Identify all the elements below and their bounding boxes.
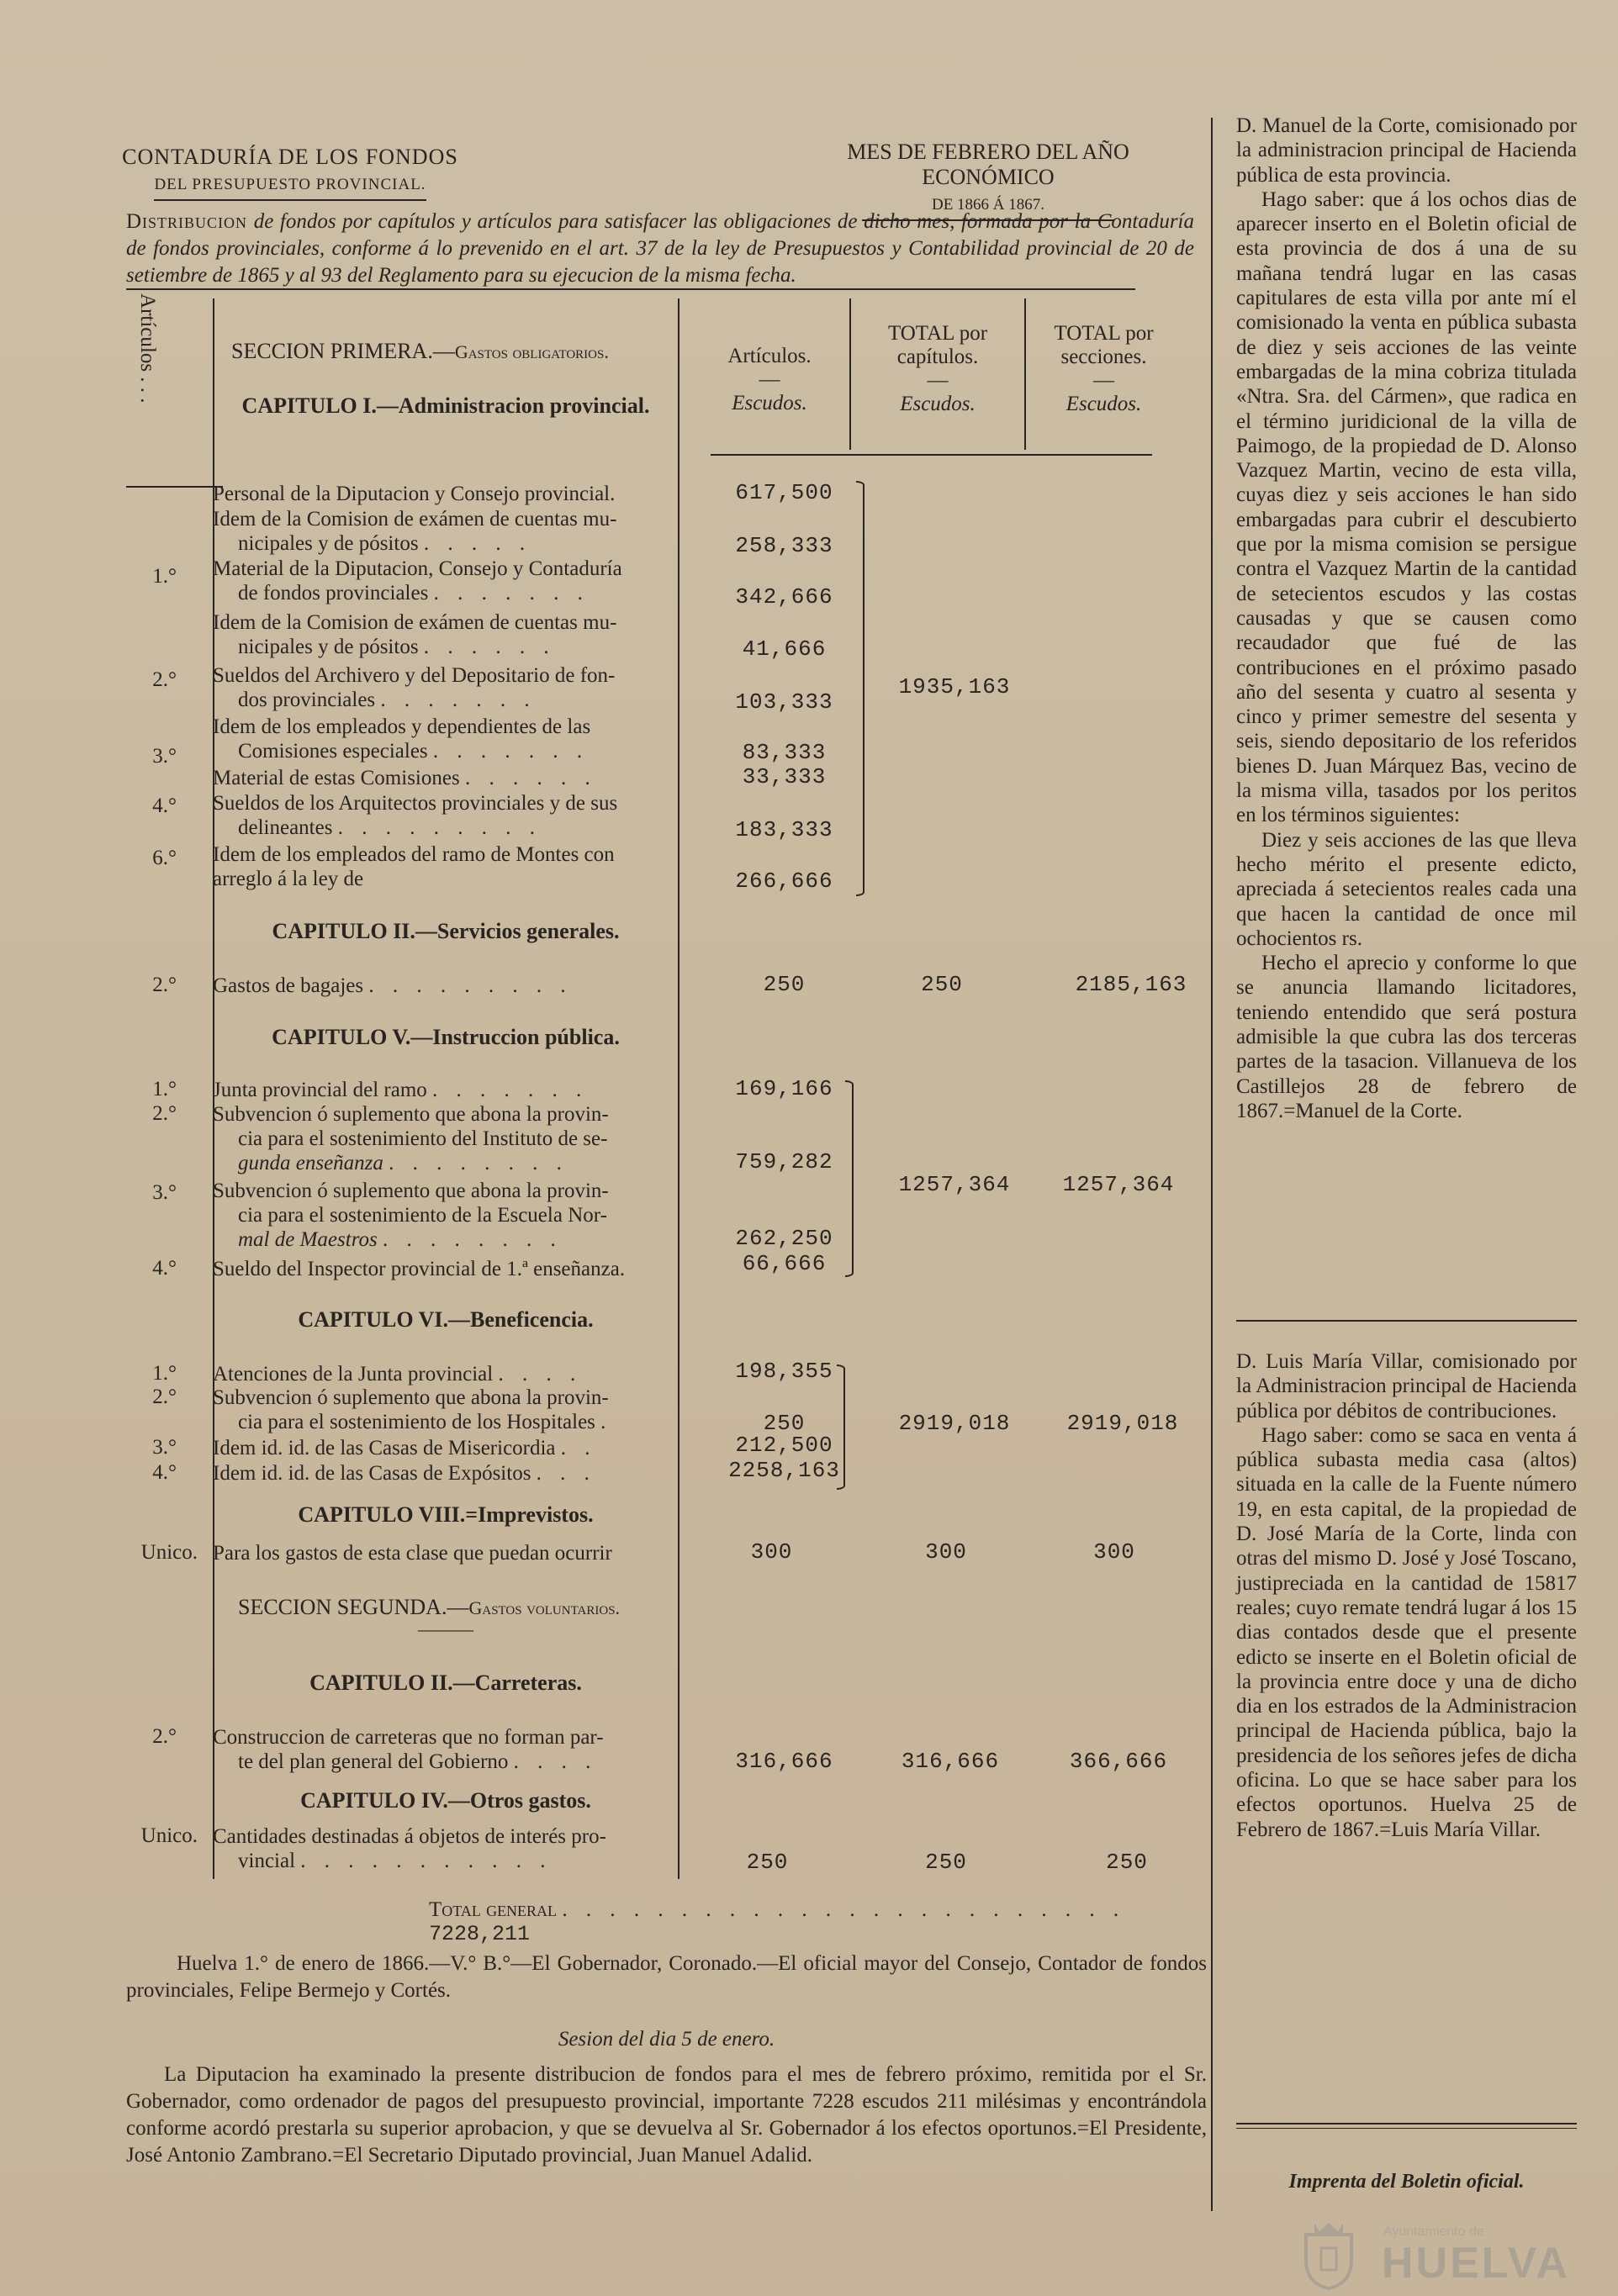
value-bagajes: 250 [763, 972, 806, 997]
total-capitulo-otros: 250 [925, 1850, 967, 1875]
value-comision-1: 258,333 [735, 533, 833, 558]
watermark-line1: Ayuntamiento de [1383, 2225, 1484, 2239]
edict-divider-2 [1236, 2123, 1577, 2124]
brace-cap6 [837, 1364, 845, 1490]
session-paragraph: La Diputacion ha examinado la presente distribucion de fondos para el mes de febrero próximo, remitida por el Sr. Gobernador, como ordenador de pagos del presupuesto provincial, importante 7228 escudos 211 milésimas y encontrándola conforme acordó prestarla su superior aprobacion, y que se devuelva al Sr. Gobernador á los efectos oportunos.=El Presidente, José Antonio Zambrano.=El Secretario Diputado provincial, Juan Manuel Adalid. [126, 2063, 1207, 2167]
value-atenciones: 198,355 [735, 1359, 833, 1384]
art-otros: Unico. [140, 1824, 198, 1847]
header-right-title: MES DE FEBRERO DEL AÑO ECONÓMICO [847, 140, 1129, 189]
art-carreteras: 2.° [152, 1725, 177, 1748]
imprenta-line: Imprenta del Boletin oficial. [1288, 2171, 1525, 2193]
articulos-vertical-heading: Artículos . . . [136, 293, 159, 404]
session-title: Sesion del dia 5 de enero. [558, 2028, 775, 2051]
col-divider-3 [849, 298, 851, 450]
capitulo-4-heading: CAPITULO IV.—Otros gastos. [300, 1788, 591, 1813]
col-head-secciones: TOTAL por secciones. — Escudos. [1054, 322, 1154, 415]
ayuntamiento-watermark [1299, 2219, 1585, 2287]
capitulo-8-heading: CAPITULO VIII.=Imprevistos. [298, 1502, 594, 1527]
intro-text: de fondos por capítulos y artículos para satisfacer las obligaciones de dicho mes, formada por la Contaduría de fondos provinciales, conforme á lo prevenido en el art. 37 de la ley de Presupuestos y Contabilidad provincial de 20 de setiembre de 1865 y al 93 del Reglamento para su ejecucion de la misma fecha. [126, 210, 1195, 287]
total-capitulo-carreteras: 316,666 [901, 1749, 1000, 1774]
value-material-diputacion: 342,666 [735, 584, 833, 610]
header-right-sub: DE 1866 Á 1867. [862, 193, 1114, 221]
art-misericordia: 3.° [152, 1436, 177, 1459]
capitulo-6-heading: CAPITULO VI.—Beneficencia. [298, 1307, 594, 1332]
total-capitulo-5: 1257,364 [898, 1172, 1011, 1197]
row-montes: Idem de los empleados del ramo de Montes con arreglo á la ley de [213, 843, 615, 890]
value-otros: 250 [746, 1850, 789, 1875]
value-imprevistos: 300 [750, 1539, 793, 1565]
art-hospitales: 2.° [152, 1386, 177, 1408]
brace-cap5 [845, 1080, 854, 1277]
value-expositos: 2258,163 [728, 1458, 840, 1483]
edict-corte-p1: Hago saber: que á los ochos dias de aparecer inserto en el Boletin oficial de esta provincia de dos á una de su mañana tendrá lugar en las casas capitulares de esta villa por ante mí el comisionado la venta en pública subasta de diez y seis acciones de las veinte embargadas de la mina cobriza titulada «Ntra. Sra. del Cármen», que radica en el término juridicional de la villa de Paimogo, de la propiedad de D. Alonso Vazquez Martin, vecino de esta villa, cuyas diez y seis acciones le han sido embargadas para cubrir el descubierto que por la misma comision se persigue contra el Vazquez Martin de la cantidad de setecientos escudos y las costas causadas y que se causen como recaudador que fué de las contribuciones en el próximo pasado año del sesenta y cuatro al sesenta y cinco y primer semestre del sesenta y seis, siendo depositario de los referidos bienes D. Juan Márquez Bas, vecino de la misma villa, tasados por los peritos en los términos siguientes: [1236, 187, 1577, 827]
art-imprevistos: Unico. [140, 1541, 198, 1564]
coat-of-arms-icon [1299, 2219, 1358, 2292]
header-left [122, 145, 458, 201]
row-arquitectos: Sueldos de los Arquitectos provinciales y de sus delineantes . . . . . . . . . [213, 792, 618, 839]
total-seccion-otros: 250 [1106, 1850, 1148, 1875]
total-general-value: 7228,211 [429, 1922, 531, 1946]
row-personal: Personal de la Diputacion y Consejo provincial. [213, 483, 616, 505]
art-inspector: 4.° [152, 1257, 177, 1280]
section1-title: SECCION PRIMERA.—Gastos obligatorios. [231, 339, 609, 363]
table-top-rule [126, 288, 1135, 290]
total-seccion-5: 1257,364 [1062, 1172, 1175, 1197]
header-left-sub: DEL PRESUPUESTO PROVINCIAL. [154, 172, 426, 201]
row-empleados-comisiones: Idem de los empleados y dependientes de las Comisiones especiales . . . . . . . [213, 715, 591, 763]
edict-villar [1236, 1349, 1577, 1842]
col-head-articulos: Artículos. — Escudos. [727, 345, 812, 414]
edict-corte [1236, 113, 1577, 1123]
head-bottom-rule [711, 454, 1152, 456]
art-3: 3.° [152, 745, 177, 768]
row-inspector: Sueldo del Inspector provincial de 1.ª enseñanza. [213, 1258, 626, 1280]
signature-paragraph: Huelva 1.° de enero de 1866.—V.° B.°—El Gobernador, Coronado.—El oficial mayor del Consejo, Contador de fondos provinciales, Felipe Bermejo y Cortés. [126, 1952, 1207, 2002]
row-junta-ramo: Junta provincial del ramo . . . . . . . [213, 1079, 589, 1101]
row-material-comisiones: Material de estas Comisiones . . . . . . [213, 767, 597, 789]
value-inspector: 66,666 [742, 1251, 827, 1276]
value-comision-2: 41,666 [742, 636, 827, 662]
row-comision-1: Idem de la Comision de exámen de cuentas mu- nicipales y de pósitos . . . . . [213, 508, 617, 555]
edict-villar-p1: Hago saber: como se saca en venta á pública subasta media casa (altos) situada en la calle de la Fuente número 19, en esta capital, de la propiedad de D. José María de la Corte, linda con otras del mismo D. José y José Toscano, justipreciada en la cantidad de 15817 reales; cuyo remate tendrá lugar á los 15 dias contados desde que el presente edicto se inserte en el Boletin oficial de la provincia entre doce y una de dicho dia en los estrados de la Administracion principal de Hacienda pública, bajo la presidencia de los señores jefes de dicha oficina. Lo que se hace saber para los efectos oportunos. Huelva 25 de Febrero de 1867.=Luis María Villar. [1236, 1423, 1577, 1841]
art-instituto: 2.° [152, 1102, 177, 1125]
value-arquitectos: 183,333 [735, 817, 833, 842]
total-seccion-carreteras: 366,666 [1069, 1749, 1168, 1774]
art-bagajes: 2.° [152, 974, 177, 996]
section2-title: SECCION SEGUNDA.—Gastos voluntarios. [238, 1595, 621, 1619]
intro-lead: Distribucion [126, 210, 248, 233]
row-expositos: Idem id. id. de las Casas de Expósitos . . . [213, 1462, 596, 1485]
edict-divider-3 [1236, 2128, 1577, 2129]
total-capitulo-6: 2919,018 [898, 1411, 1011, 1436]
value-instituto: 759,282 [735, 1149, 833, 1174]
row-material-diputacion: Material de la Diputacion, Consejo y Contaduría de fondos provinciales . . . . . . . [213, 557, 622, 604]
header-left-title: CONTADURÍA DE LOS FONDOS [122, 145, 458, 169]
art-expositos: 4.° [152, 1461, 177, 1484]
value-personal: 617,500 [735, 480, 833, 505]
watermark-line2: HUELVA [1382, 2239, 1571, 2288]
total-seccion-1: 2185,163 [1075, 972, 1187, 997]
row-instituto: Subvencion ó suplemento que abona la provin- cia para el sostenimiento del Instituto de se- gunda enseñanza . . . . . . . . [213, 1103, 609, 1174]
total-capitulo-8: 300 [925, 1539, 967, 1565]
edict-corte-p2: Diez y seis acciones de las que lleva hecho mérito el presente edicto, apreciada á setecientos reales cada una que hacen la cantidad de once mil ochocientos rs. [1236, 828, 1577, 950]
value-misericordia: 212,500 [735, 1433, 833, 1458]
col-divider-2 [678, 298, 679, 1879]
row-carreteras: Construccion de carreteras que no forman par- te del plan general del Gobierno . . . . [213, 1726, 604, 1773]
value-hospitales: 250 [763, 1411, 806, 1436]
art-1: 1.° [152, 565, 177, 588]
capitulo-2b-heading: CAPITULO II.—Carreteras. [309, 1671, 582, 1695]
value-sueldos-archivero: 103,333 [735, 689, 833, 715]
column-separator [1211, 118, 1213, 2211]
art-4: 4.° [152, 794, 177, 817]
table-art-rule [126, 486, 223, 488]
total-capitulo-1: 1935,163 [898, 674, 1011, 699]
capitulo-2-heading: CAPITULO II.—Servicios generales. [272, 919, 620, 943]
value-carreteras: 316,666 [735, 1749, 833, 1774]
total-general: Total general . . . . . . . . . . . . . . . . . . . . . . . . 7228,211 [429, 1898, 1126, 1946]
row-otros: Cantidades destinadas á objetos de interés pro- vincial . . . . . . . . . . . [213, 1825, 606, 1872]
value-junta-ramo: 169,166 [735, 1076, 833, 1101]
row-escuela: Subvencion ó suplemento que abona la provin- cia para el sostenimiento de la Escuela Nor- mal de Maestros . . . . . . . . [213, 1180, 609, 1251]
art-atenciones: 1.° [152, 1362, 177, 1385]
capitulo-1-heading: CAPITULO I.—Administracion provincial. [241, 393, 650, 418]
intro-paragraph [126, 208, 1194, 289]
section2-dash: ——— [418, 1618, 473, 1639]
art-escuela: 3.° [152, 1181, 177, 1204]
value-material-comisiones: 33,333 [742, 764, 827, 789]
art-2: 2.° [152, 668, 177, 691]
value-empleados-comisiones: 83,333 [742, 740, 827, 765]
row-atenciones: Atenciones de la Junta provincial . . . . [213, 1363, 583, 1386]
row-sueldos-archivero: Sueldos del Archivero y del Depositario de fon- dos provinciales . . . . . . . [213, 664, 616, 711]
value-montes: 266,666 [735, 868, 833, 894]
capitulo-5-heading: CAPITULO V.—Instruccion pública. [272, 1025, 620, 1049]
edict-corte-p3: Hecho el aprecio y conforme lo que se anuncia llamando licitadores, teniendo entendido que será postura admisible la que cubra las dos terceras partes de la tasacion. Villanueva de los Castillejos 28 de febrero de 1867.=Manuel de la Corte. [1236, 952, 1577, 1122]
brace-cap1 [856, 481, 865, 896]
total-seccion-8: 300 [1093, 1539, 1135, 1565]
row-hospitales: Subvencion ó suplemento que abona la provin- cia para el sostenimiento de los Hospitales . [213, 1386, 609, 1433]
edict-divider-1 [1236, 1320, 1577, 1322]
total-seccion-6: 2919,018 [1066, 1411, 1179, 1436]
col-head-capitulos: TOTAL por capítulos. — Escudos. [887, 322, 988, 415]
art-junta-ramo: 1.° [152, 1078, 177, 1100]
row-bagajes: Gastos de bagajes . . . . . . . . . [213, 974, 573, 997]
total-capitulo-2: 250 [921, 972, 963, 997]
row-imprevistos: Para los gastos de esta clase que puedan ocurrir [213, 1542, 612, 1565]
edict-villar-heading: D. Luis María Villar, comisionado por la Administracion principal de Hacienda pública por débitos de contribuciones. [1236, 1350, 1577, 1422]
row-comision-2: Idem de la Comision de exámen de cuentas mu- nicipales y de pósitos . . . . . . [213, 611, 617, 658]
art-6: 6.° [152, 847, 177, 869]
col-divider-4 [1024, 298, 1026, 450]
edict-corte-heading: D. Manuel de la Corte, comisionado por la administracion principal de Hacienda pública de esta provincia. [1236, 114, 1577, 187]
value-escuela: 262,250 [735, 1226, 833, 1251]
row-misericordia: Idem id. id. de las Casas de Misericordia . . [213, 1437, 597, 1459]
